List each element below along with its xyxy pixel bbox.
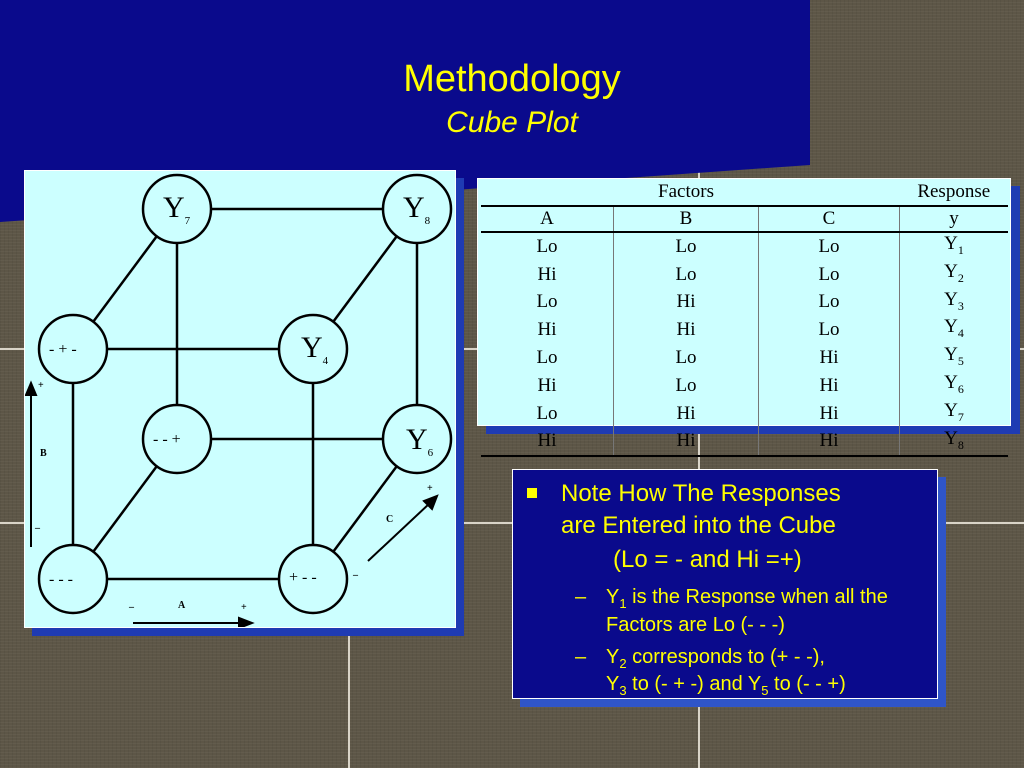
node-minus-plus-minus: - + -: [49, 341, 77, 358]
node-y6: $Y_6$: [406, 423, 434, 459]
cell-y: $Y_6$: [900, 372, 1009, 400]
sub-bullet-dash: –: [575, 586, 587, 608]
header-y: y: [900, 206, 1009, 232]
axis-c-minus: –: [353, 570, 358, 581]
cell-y: $Y_1$: [900, 232, 1009, 261]
axis-b-minus: –: [35, 523, 40, 534]
table-row: [481, 428, 1008, 457]
cell-y: $Y_3$: [900, 289, 1009, 317]
cell-a: Hi: [537, 319, 557, 341]
header-a: A: [481, 206, 614, 232]
table-row: [481, 232, 1008, 261]
cell-a: Lo: [536, 347, 558, 369]
cell-b: Lo: [614, 261, 759, 289]
note-line-2: are Entered into the Cube: [561, 512, 836, 539]
cell-c: Lo: [759, 316, 900, 344]
cell-c: Lo: [759, 261, 900, 289]
cell-b: Lo: [614, 372, 759, 400]
sub-bullet-dash: –: [575, 646, 587, 668]
square-bullet-icon: [527, 488, 537, 498]
node-y8: $Y_8$: [403, 191, 431, 227]
axis-b-plus: +: [38, 380, 44, 391]
header-response: Response: [917, 181, 991, 202]
node-minus-minus-plus: - - +: [153, 431, 181, 448]
header-c: C: [759, 206, 900, 232]
axis-c-plus: +: [427, 483, 433, 494]
table-row: [481, 400, 1008, 428]
cell-c: Lo: [759, 232, 900, 261]
node-minus-minus-minus: - - -: [49, 571, 73, 588]
axis-b-label: B: [40, 448, 47, 459]
header-b: B: [614, 206, 759, 232]
cell-c: Hi: [759, 372, 900, 400]
cell-a: Hi: [481, 428, 614, 457]
node-y7: $Y_7$: [163, 191, 191, 227]
sub-point-2-line-1: $Y_2$ corresponds to (+ - -),: [606, 646, 825, 671]
cell-a: Hi: [537, 263, 557, 285]
table-group-header: [481, 179, 1008, 206]
cell-c: Lo: [759, 289, 900, 317]
cell-b: Lo: [614, 344, 759, 372]
table-row: [481, 261, 1008, 289]
cell-a: Lo: [536, 291, 558, 313]
cell-a: Lo: [536, 402, 558, 424]
node-plus-minus-minus: + - -: [289, 569, 317, 586]
table-row: [481, 372, 1008, 400]
axis-a-label: A: [178, 600, 186, 611]
cell-b: Hi: [614, 400, 759, 428]
factor-table-panel: [477, 178, 1011, 452]
table-row: [481, 289, 1008, 317]
cell-c: Hi: [759, 344, 900, 372]
note-panel: [512, 469, 938, 699]
cell-b: Lo: [614, 232, 759, 261]
sub-point-1-line-1: $Y_1$ is the Response when all the: [606, 586, 888, 611]
cell-a: Lo: [536, 235, 558, 257]
cell-c: Hi: [759, 400, 900, 428]
axis-a-minus: –: [129, 602, 134, 613]
table-row: [481, 344, 1008, 372]
cell-y: $Y_5$: [900, 344, 1009, 372]
sub-point-2-line-2: $Y_3$ to (- + -) and $Y_5$ to (- - +): [606, 673, 846, 698]
cell-y: $Y_4$: [900, 316, 1009, 344]
node-y4: $Y_4$: [301, 331, 329, 367]
slide-title: Methodology: [403, 58, 621, 100]
factor-table: [481, 179, 1008, 457]
cell-y: $Y_7$: [900, 400, 1009, 428]
table-row: [481, 316, 1008, 344]
cell-b: Hi: [614, 428, 759, 457]
cell-y: $Y_8$: [900, 428, 1009, 457]
axis-a-plus: +: [241, 602, 247, 613]
cube-diagram: [25, 171, 455, 627]
cell-c: Hi: [759, 428, 900, 457]
cell-y: $Y_2$: [900, 261, 1009, 289]
cube-plot-panel: [24, 170, 456, 628]
cell-b: Hi: [614, 316, 759, 344]
sub-point-1-line-2: Factors are Lo (- - -): [606, 614, 785, 636]
axis-c-label: C: [386, 514, 394, 525]
slide-subtitle: Cube Plot: [446, 106, 578, 139]
cell-b: Hi: [614, 289, 759, 317]
cell-a: Hi: [537, 374, 557, 396]
note-line-1: Note How The Responses: [561, 480, 841, 507]
header-factors: Factors: [658, 181, 714, 202]
note-line-3: (Lo = - and Hi =+): [613, 546, 802, 573]
table-column-header: [481, 206, 1008, 232]
axis-c-arrow: [368, 503, 430, 561]
